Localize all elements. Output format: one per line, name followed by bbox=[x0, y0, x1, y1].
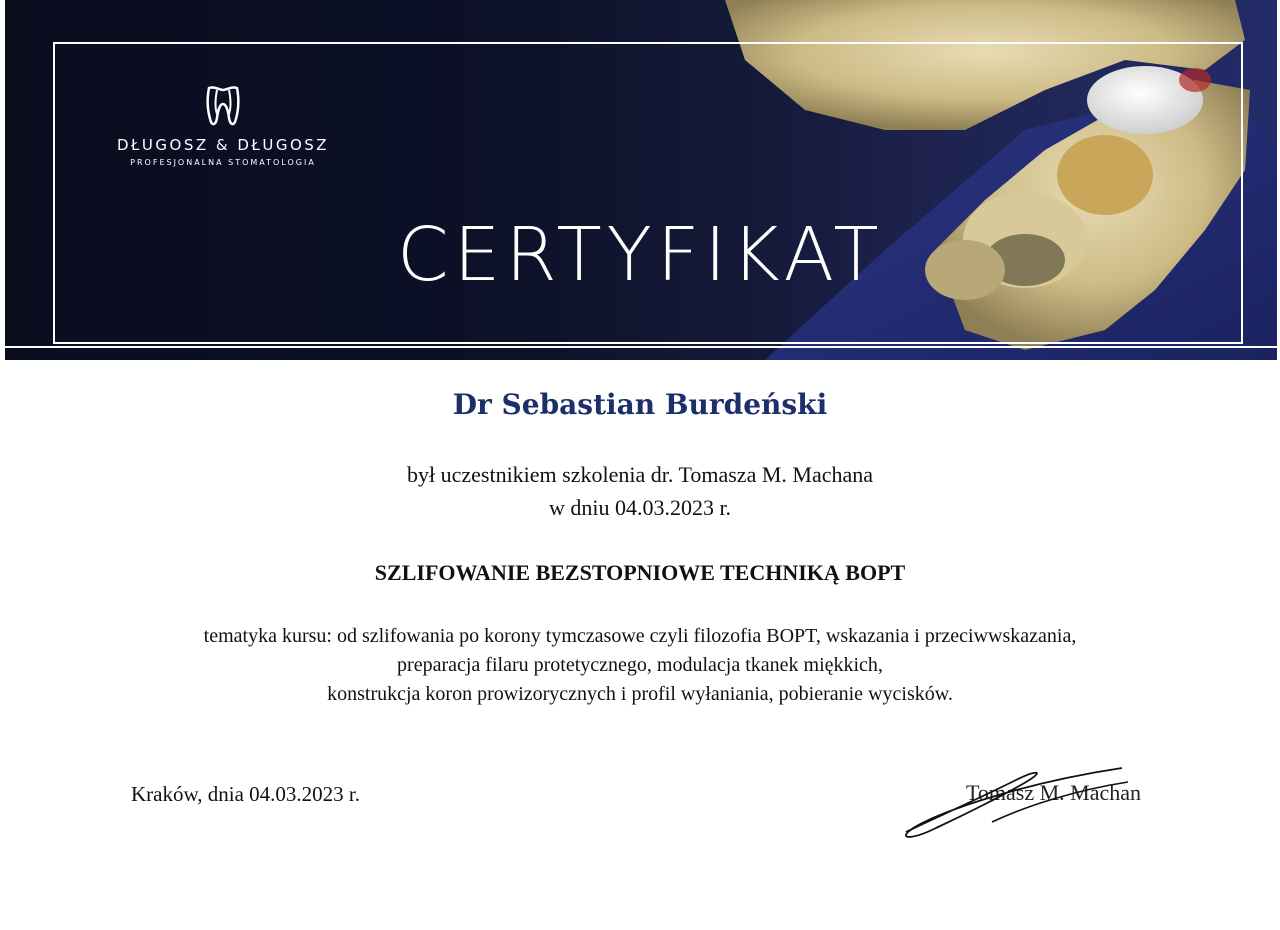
clinic-name: DŁUGOSZ & DŁUGOSZ bbox=[116, 136, 330, 154]
banner-divider bbox=[5, 346, 1277, 348]
handwritten-signature bbox=[896, 760, 1136, 844]
course-title: SZLIFOWANIE BEZSTOPNIOWE TECHNIKĄ BOPT bbox=[374, 560, 906, 585]
clinic-subtitle: PROFESJONALNA STOMATOLOGIA bbox=[130, 158, 316, 167]
course-topics-line-2: preparacja filaru protetycznego, modulacja tkanek miękkich, bbox=[397, 654, 883, 676]
header-banner bbox=[5, 0, 1277, 360]
course-topics-line-3: konstrukcja koron prowizorycznych i profil wyłaniania, pobieranie wycisków. bbox=[327, 683, 953, 705]
certificate-title: CERTYFIKAT bbox=[397, 212, 884, 298]
event-date-line: w dniu 04.03.2023 r. bbox=[548, 495, 732, 520]
recipient-name: Dr Sebastian Burdeński bbox=[452, 388, 828, 421]
place-and-date: Kraków, dnia 04.03.2023 r. bbox=[131, 782, 361, 806]
course-topics-line-1: tematyka kursu: od szlifowania po korony tymczasowe czyli filozofia BOPT, wskazania i przeciwwskazania, bbox=[203, 625, 1077, 647]
participation-line: był uczestnikiem szkolenia dr. Tomasza M. Machana bbox=[406, 462, 874, 487]
signer-name: Tomasz M. Machan bbox=[966, 780, 1142, 805]
clinic-logo bbox=[103, 84, 343, 167]
tooth-icon bbox=[203, 84, 243, 128]
dental-model-photo bbox=[5, 0, 1277, 360]
